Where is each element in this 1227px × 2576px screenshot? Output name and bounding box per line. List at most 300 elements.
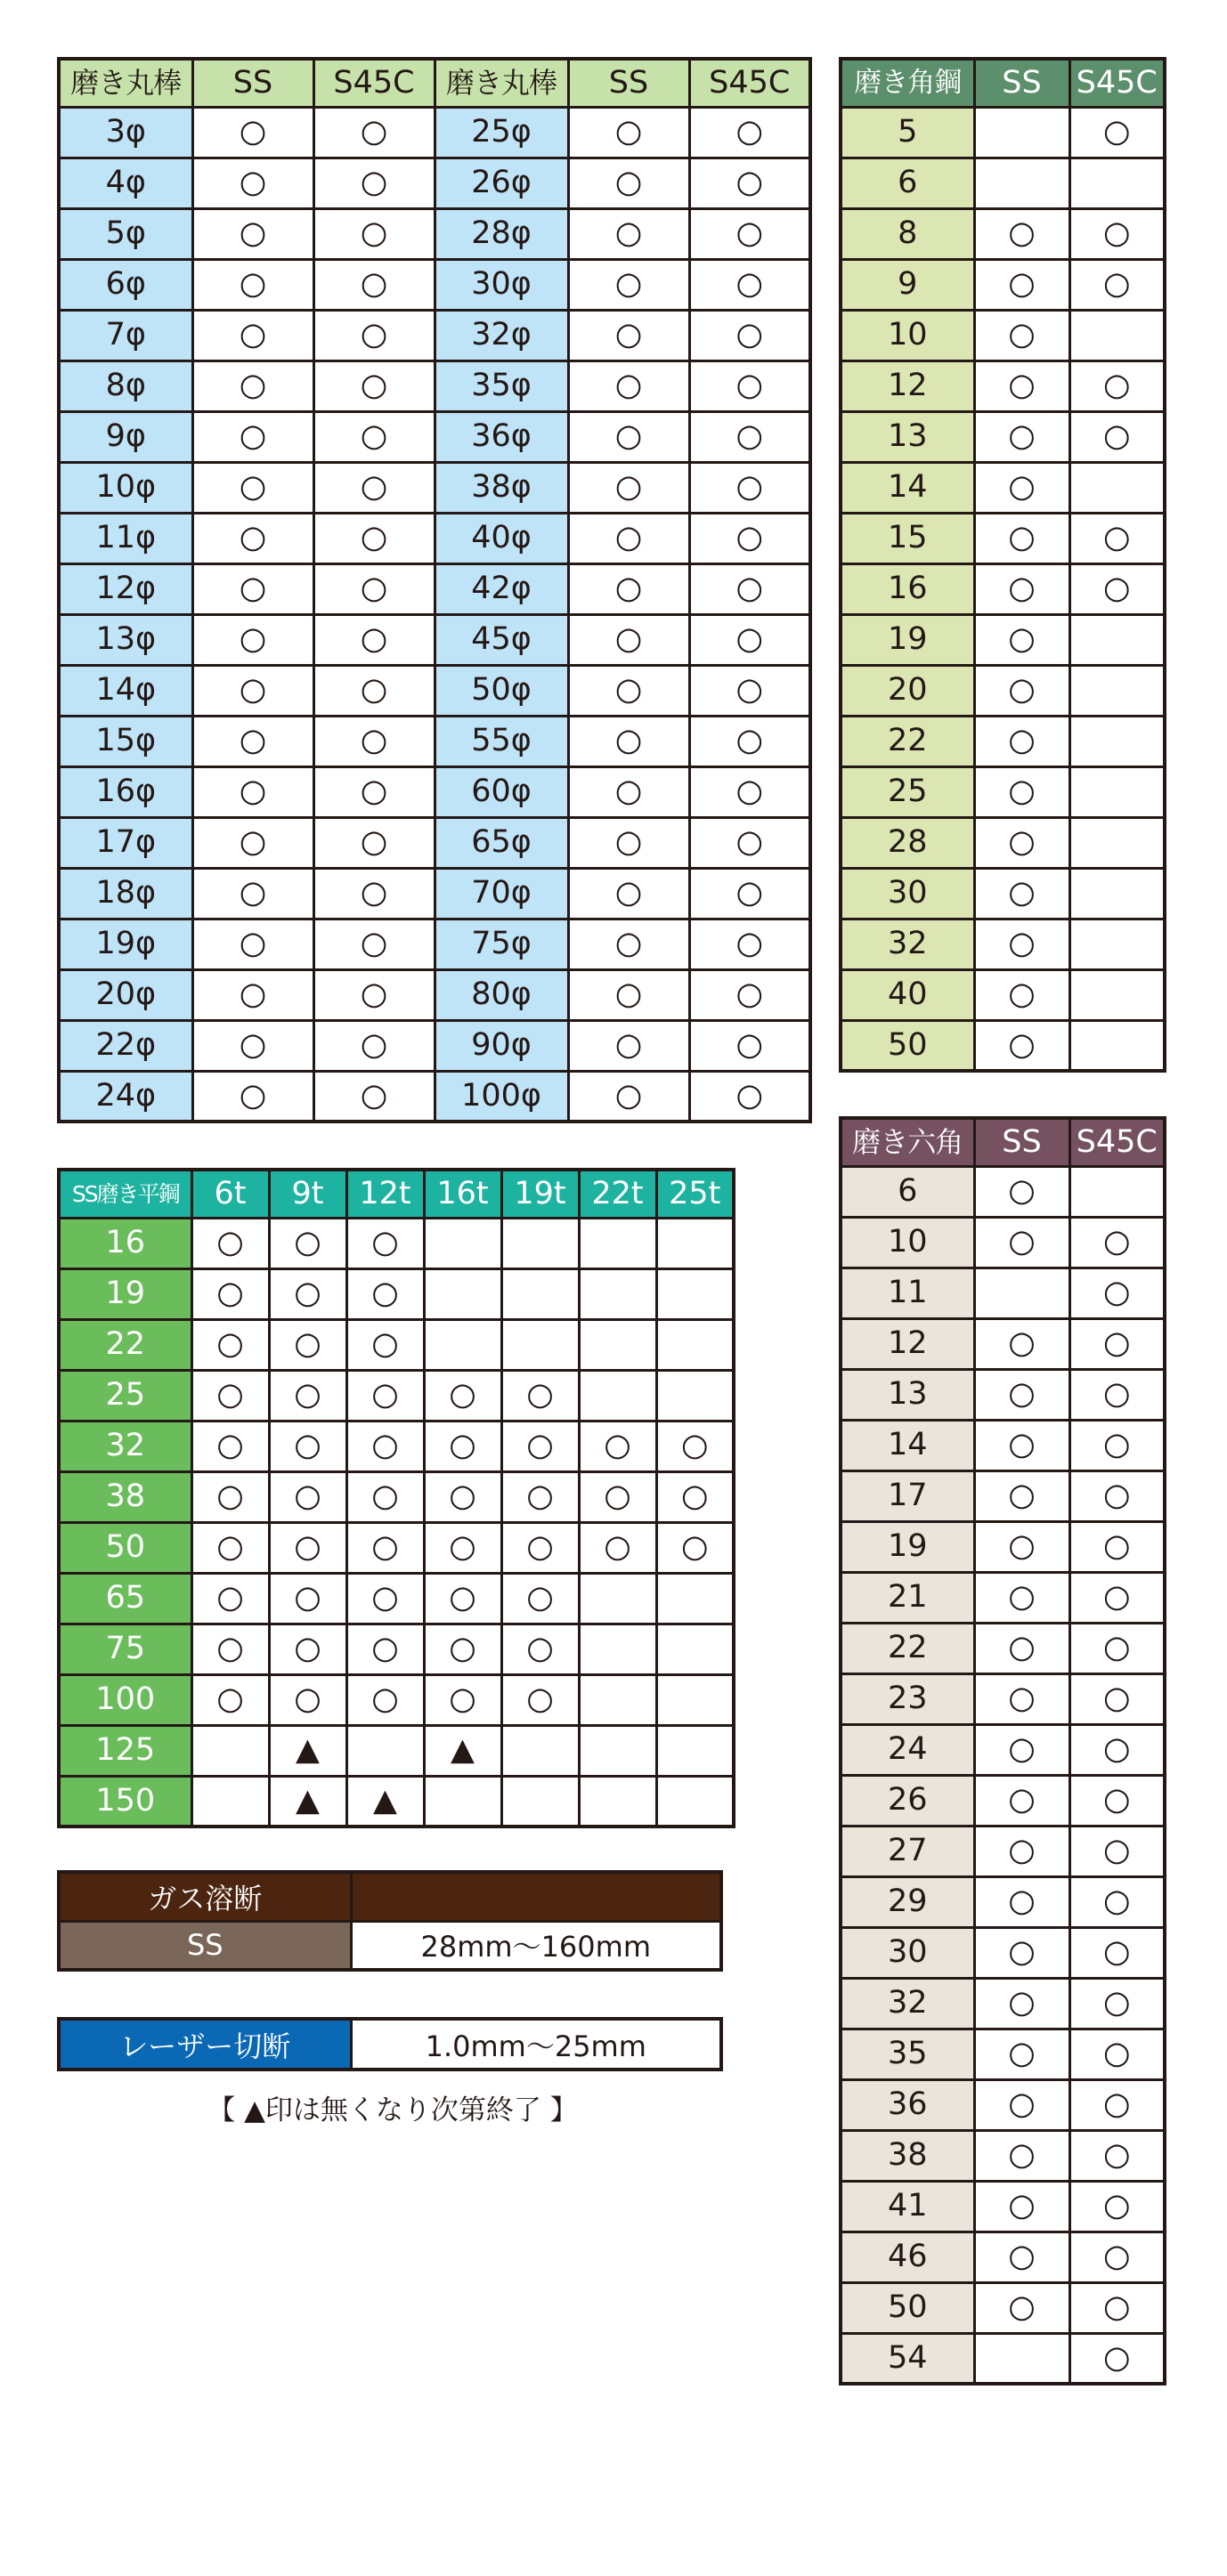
availability-cell: ○ — [689, 614, 810, 665]
availability-cell: ○ — [192, 310, 313, 360]
size-label: 7φ — [59, 310, 192, 360]
availability-cell: ○ — [313, 411, 435, 462]
table-row — [841, 107, 1165, 158]
size-label: 12φ — [59, 563, 192, 614]
table-row — [841, 1724, 1165, 1775]
availability-cell: ○ — [656, 1471, 734, 1522]
availability-cell: ○ — [568, 919, 689, 969]
flat-bar-table — [57, 1168, 735, 1828]
table-row — [841, 1420, 1165, 1470]
availability-cell: ○ — [313, 208, 435, 259]
availability-cell: ○ — [191, 1370, 269, 1421]
column-header: 磨き丸棒 — [435, 59, 568, 107]
column-header: SS — [974, 1118, 1069, 1166]
size-label: 20φ — [59, 969, 192, 1020]
availability-cell: ○ — [656, 1421, 734, 1471]
size-label: 32 — [841, 1978, 974, 2029]
availability-cell: ○ — [974, 1020, 1069, 1071]
table-row — [841, 1318, 1165, 1369]
availability-cell — [579, 1725, 656, 1776]
size-label: 27 — [841, 1826, 974, 1876]
table-row — [841, 1673, 1165, 1724]
availability-cell: ○ — [1069, 107, 1165, 158]
availability-cell: ○ — [689, 817, 810, 868]
availability-cell: ○ — [192, 360, 313, 411]
availability-cell — [1069, 716, 1165, 766]
availability-cell: ○ — [1069, 1369, 1165, 1420]
size-label: 22φ — [59, 1020, 192, 1071]
table-row — [841, 919, 1165, 969]
availability-cell — [424, 1319, 501, 1370]
size-label: 19φ — [59, 919, 192, 969]
availability-cell: ○ — [191, 1421, 269, 1471]
availability-cell: ○ — [579, 1522, 656, 1573]
availability-cell: ○ — [579, 1421, 656, 1471]
availability-cell: ○ — [501, 1573, 579, 1624]
availability-cell: ○ — [346, 1218, 424, 1268]
availability-cell — [191, 1725, 269, 1776]
availability-cell — [656, 1776, 734, 1827]
availability-cell — [1069, 310, 1165, 360]
size-label: 100 — [59, 1674, 191, 1725]
availability-cell: ○ — [346, 1370, 424, 1421]
availability-cell: ○ — [1069, 2282, 1165, 2333]
availability-cell: ○ — [424, 1674, 501, 1725]
availability-cell: ○ — [568, 716, 689, 766]
availability-cell: ○ — [974, 665, 1069, 716]
size-label: 75φ — [435, 919, 568, 969]
column-header: S45C — [1069, 1118, 1165, 1166]
availability-cell — [1069, 919, 1165, 969]
availability-cell: ○ — [1069, 1470, 1165, 1521]
size-label: 8 — [841, 208, 974, 259]
flat-bar-header-row — [59, 1170, 734, 1218]
table-row — [59, 1370, 734, 1421]
table-row — [59, 868, 810, 919]
availability-cell — [501, 1268, 579, 1319]
table-row — [59, 969, 810, 1020]
availability-cell: ○ — [689, 969, 810, 1020]
size-label: 60φ — [435, 766, 568, 817]
availability-cell: ○ — [974, 1775, 1069, 1826]
table-row — [841, 2130, 1165, 2181]
table-row — [59, 1071, 810, 1122]
availability-cell: ○ — [313, 1071, 435, 1122]
availability-cell — [974, 158, 1069, 208]
size-label: 18φ — [59, 868, 192, 919]
size-label: 55φ — [435, 716, 568, 766]
size-label: 30 — [841, 1927, 974, 1978]
size-label: 16 — [841, 563, 974, 614]
availability-cell — [191, 1776, 269, 1827]
availability-cell — [1069, 158, 1165, 208]
size-label: 12 — [841, 360, 974, 411]
availability-cell: ○ — [974, 1318, 1069, 1369]
availability-cell — [501, 1725, 579, 1776]
table-row — [841, 868, 1165, 919]
size-label: 40φ — [435, 513, 568, 563]
size-label: 65 — [59, 1573, 191, 1624]
availability-cell: ○ — [1069, 2333, 1165, 2384]
availability-cell: ○ — [1069, 513, 1165, 563]
size-label: 15φ — [59, 716, 192, 766]
availability-cell: ○ — [346, 1471, 424, 1522]
table-row — [841, 1572, 1165, 1623]
availability-cell: ○ — [269, 1471, 346, 1522]
availability-cell: ○ — [689, 411, 810, 462]
table-row — [841, 766, 1165, 817]
availability-cell: ○ — [689, 158, 810, 208]
column-header: 16t — [424, 1170, 501, 1218]
availability-cell: ○ — [1069, 1318, 1165, 1369]
availability-cell: ○ — [689, 868, 810, 919]
table-row — [59, 1573, 734, 1624]
availability-cell: ○ — [192, 107, 313, 158]
gas-cutting-header-value — [351, 1872, 721, 1921]
availability-cell: ○ — [269, 1674, 346, 1725]
availability-cell: ○ — [346, 1573, 424, 1624]
size-label: 50 — [841, 1020, 974, 1071]
availability-cell — [424, 1268, 501, 1319]
availability-cell: ○ — [568, 665, 689, 716]
size-label: 22 — [59, 1319, 191, 1370]
size-label: 10 — [841, 310, 974, 360]
size-label: 25 — [59, 1370, 191, 1421]
table-row — [59, 665, 810, 716]
availability-cell — [974, 107, 1069, 158]
availability-cell: ○ — [1069, 2232, 1165, 2282]
availability-cell: ○ — [313, 868, 435, 919]
size-label: 13 — [841, 1369, 974, 1420]
availability-cell: ○ — [974, 563, 1069, 614]
table-row — [841, 1978, 1165, 2029]
availability-cell: ▲ — [269, 1776, 346, 1827]
size-label: 38 — [59, 1471, 191, 1522]
availability-cell: ○ — [313, 513, 435, 563]
size-label: 28φ — [435, 208, 568, 259]
table-row — [841, 1623, 1165, 1673]
availability-cell: ○ — [689, 310, 810, 360]
size-label: 24φ — [59, 1071, 192, 1122]
availability-cell: ○ — [424, 1370, 501, 1421]
availability-cell — [1069, 766, 1165, 817]
availability-cell — [579, 1573, 656, 1624]
availability-cell: ○ — [689, 1071, 810, 1122]
hex-bar-header-row — [841, 1118, 1165, 1166]
size-label: 24 — [841, 1724, 974, 1775]
table-row — [59, 259, 810, 310]
availability-cell: ○ — [1069, 1623, 1165, 1673]
table-row — [841, 817, 1165, 868]
availability-cell: ○ — [192, 614, 313, 665]
availability-cell: ○ — [974, 1876, 1069, 1927]
availability-cell — [656, 1624, 734, 1674]
availability-cell: ○ — [568, 1071, 689, 1122]
availability-cell: ○ — [974, 1572, 1069, 1623]
availability-cell: ○ — [974, 1166, 1069, 1217]
table-row — [59, 1776, 734, 1827]
availability-cell: ○ — [974, 208, 1069, 259]
availability-cell: ○ — [1069, 2029, 1165, 2079]
size-label: 45φ — [435, 614, 568, 665]
size-label: 36 — [841, 2079, 974, 2130]
availability-cell — [346, 1725, 424, 1776]
table-row — [59, 462, 810, 513]
availability-cell: ○ — [192, 411, 313, 462]
availability-cell: ○ — [269, 1522, 346, 1573]
column-header: 19t — [501, 1170, 579, 1218]
availability-cell: ○ — [568, 107, 689, 158]
availability-cell — [579, 1776, 656, 1827]
size-label: 6 — [841, 1166, 974, 1217]
table-row — [841, 1268, 1165, 1318]
table-row — [841, 716, 1165, 766]
availability-cell: ○ — [313, 107, 435, 158]
availability-cell: ○ — [424, 1522, 501, 1573]
table-row — [841, 1826, 1165, 1876]
size-label: 50φ — [435, 665, 568, 716]
size-label: 32 — [841, 919, 974, 969]
size-label: 17 — [841, 1470, 974, 1521]
availability-cell: ○ — [1069, 1572, 1165, 1623]
availability-cell: ○ — [1069, 1775, 1165, 1826]
availability-cell: ○ — [689, 208, 810, 259]
table-row — [59, 513, 810, 563]
availability-cell: ○ — [269, 1624, 346, 1674]
availability-cell: ○ — [974, 411, 1069, 462]
gas-cutting-range: 28mm～160mm — [351, 1921, 721, 1970]
table-row — [841, 969, 1165, 1020]
availability-cell: ○ — [568, 462, 689, 513]
availability-cell: ○ — [974, 1724, 1069, 1775]
size-label: 9 — [841, 259, 974, 310]
availability-cell: ○ — [313, 716, 435, 766]
availability-cell: ○ — [191, 1471, 269, 1522]
gas-cutting-header: ガス溶断 — [59, 1872, 351, 1921]
availability-cell: ○ — [269, 1218, 346, 1268]
size-label: 36φ — [435, 411, 568, 462]
availability-cell: ○ — [1069, 1876, 1165, 1927]
availability-cell — [501, 1776, 579, 1827]
availability-cell: ○ — [313, 919, 435, 969]
availability-cell: ○ — [974, 1369, 1069, 1420]
availability-cell: ○ — [689, 716, 810, 766]
round-bar-header-row — [59, 59, 810, 107]
availability-cell: ○ — [346, 1421, 424, 1471]
size-label: 10φ — [59, 462, 192, 513]
availability-cell: ○ — [313, 259, 435, 310]
size-label: 29 — [841, 1876, 974, 1927]
availability-cell — [579, 1218, 656, 1268]
availability-cell: ○ — [568, 817, 689, 868]
availability-cell: ○ — [1069, 563, 1165, 614]
availability-cell — [656, 1319, 734, 1370]
table-row — [841, 462, 1165, 513]
size-label: 14 — [841, 1420, 974, 1470]
availability-cell: ○ — [1069, 1978, 1165, 2029]
column-header: 磨き角鋼 — [841, 59, 974, 107]
size-label: 26 — [841, 1775, 974, 1826]
size-label: 9φ — [59, 411, 192, 462]
availability-cell: ○ — [974, 1978, 1069, 2029]
table-row — [59, 1268, 734, 1319]
square-bar-table — [839, 57, 1166, 1073]
availability-cell — [579, 1370, 656, 1421]
availability-cell: ○ — [192, 1020, 313, 1071]
size-label: 30 — [841, 868, 974, 919]
availability-cell: ○ — [974, 716, 1069, 766]
size-label: 21 — [841, 1572, 974, 1623]
availability-cell: ○ — [974, 2029, 1069, 2079]
availability-cell: ○ — [974, 1217, 1069, 1268]
availability-cell: ○ — [689, 563, 810, 614]
column-header: 磨き六角 — [841, 1118, 974, 1166]
availability-cell: ○ — [689, 766, 810, 817]
size-label: 90φ — [435, 1020, 568, 1071]
column-header: S45C — [689, 59, 810, 107]
availability-cell: ○ — [974, 766, 1069, 817]
size-label: 46 — [841, 2232, 974, 2282]
table-row — [841, 1521, 1165, 1572]
availability-cell: ○ — [424, 1471, 501, 1522]
availability-cell: ○ — [501, 1522, 579, 1573]
availability-cell: ○ — [1069, 411, 1165, 462]
table-row — [841, 1369, 1165, 1420]
size-label: 50 — [841, 2282, 974, 2333]
availability-cell: ○ — [568, 1020, 689, 1071]
availability-cell: ○ — [346, 1674, 424, 1725]
availability-cell: ○ — [1069, 1673, 1165, 1724]
table-row — [841, 2029, 1165, 2079]
column-header: 12t — [346, 1170, 424, 1218]
table-row — [841, 1775, 1165, 1826]
size-label: 54 — [841, 2333, 974, 2384]
availability-cell — [1069, 868, 1165, 919]
availability-cell: ○ — [1069, 360, 1165, 411]
availability-cell: ○ — [974, 1623, 1069, 1673]
availability-cell — [579, 1268, 656, 1319]
column-header: SS磨き平鋼 — [59, 1170, 191, 1218]
availability-cell: ○ — [346, 1522, 424, 1573]
availability-cell: ○ — [313, 310, 435, 360]
availability-cell: ○ — [974, 1420, 1069, 1470]
availability-cell: ○ — [689, 107, 810, 158]
availability-cell: ○ — [192, 462, 313, 513]
column-header: SS — [192, 59, 313, 107]
availability-cell: ○ — [313, 563, 435, 614]
availability-cell — [656, 1370, 734, 1421]
availability-cell — [1069, 665, 1165, 716]
availability-cell: ○ — [501, 1370, 579, 1421]
availability-cell: ○ — [313, 969, 435, 1020]
availability-cell: ○ — [568, 563, 689, 614]
size-label: 20 — [841, 665, 974, 716]
table-row — [841, 310, 1165, 360]
table-row — [59, 158, 810, 208]
availability-cell: ○ — [974, 360, 1069, 411]
availability-cell: ○ — [1069, 1927, 1165, 1978]
availability-cell: ○ — [192, 969, 313, 1020]
round-bar-table — [57, 57, 812, 1123]
table-row — [59, 1218, 734, 1268]
table-row — [841, 1217, 1165, 1268]
table-row — [59, 817, 810, 868]
availability-cell: ○ — [191, 1319, 269, 1370]
availability-cell: ○ — [974, 817, 1069, 868]
size-label: 16φ — [59, 766, 192, 817]
availability-cell: ○ — [568, 614, 689, 665]
availability-cell — [579, 1624, 656, 1674]
availability-cell: ○ — [313, 614, 435, 665]
availability-cell: ○ — [689, 462, 810, 513]
table-row — [841, 614, 1165, 665]
availability-cell: ○ — [974, 919, 1069, 969]
table-row — [841, 513, 1165, 563]
size-label: 3φ — [59, 107, 192, 158]
size-label: 100φ — [435, 1071, 568, 1122]
availability-cell: ○ — [313, 665, 435, 716]
availability-cell: ○ — [568, 208, 689, 259]
size-label: 19 — [841, 614, 974, 665]
table-row — [841, 2181, 1165, 2232]
column-header: S45C — [1069, 59, 1165, 107]
size-label: 28 — [841, 817, 974, 868]
size-label: 6φ — [59, 259, 192, 310]
size-label: 26φ — [435, 158, 568, 208]
availability-cell: ○ — [974, 2079, 1069, 2130]
availability-cell: ○ — [313, 766, 435, 817]
column-header: 9t — [269, 1170, 346, 1218]
availability-cell — [579, 1319, 656, 1370]
availability-cell: ○ — [313, 360, 435, 411]
availability-cell: ○ — [568, 513, 689, 563]
size-label: 32 — [59, 1421, 191, 1471]
availability-cell: ○ — [424, 1624, 501, 1674]
availability-cell: ○ — [568, 766, 689, 817]
availability-cell: ○ — [269, 1370, 346, 1421]
size-label: 15 — [841, 513, 974, 563]
availability-cell — [1069, 614, 1165, 665]
availability-cell: ○ — [191, 1674, 269, 1725]
table-row — [59, 1674, 734, 1725]
availability-cell: ○ — [689, 513, 810, 563]
size-label: 38 — [841, 2130, 974, 2181]
size-label: 11 — [841, 1268, 974, 1318]
column-header: 6t — [191, 1170, 269, 1218]
size-label: 125 — [59, 1725, 191, 1776]
availability-cell: ○ — [689, 665, 810, 716]
size-label: 65φ — [435, 817, 568, 868]
availability-cell: ○ — [974, 2232, 1069, 2282]
size-label: 41 — [841, 2181, 974, 2232]
table-row — [59, 1624, 734, 1674]
column-header: 25t — [656, 1170, 734, 1218]
table-row — [59, 360, 810, 411]
availability-cell: ○ — [974, 1826, 1069, 1876]
table-row — [59, 107, 810, 158]
table-row — [59, 716, 810, 766]
availability-cell: ○ — [568, 411, 689, 462]
availability-cell: ○ — [191, 1218, 269, 1268]
availability-cell: ○ — [346, 1624, 424, 1674]
laser-cutting-range: 1.0mm～25mm — [351, 2019, 721, 2070]
availability-cell: ○ — [974, 614, 1069, 665]
availability-cell: ○ — [689, 360, 810, 411]
availability-cell: ○ — [568, 259, 689, 310]
table-row — [841, 2282, 1165, 2333]
table-row — [59, 563, 810, 614]
square-bar-header-row — [841, 59, 1165, 107]
